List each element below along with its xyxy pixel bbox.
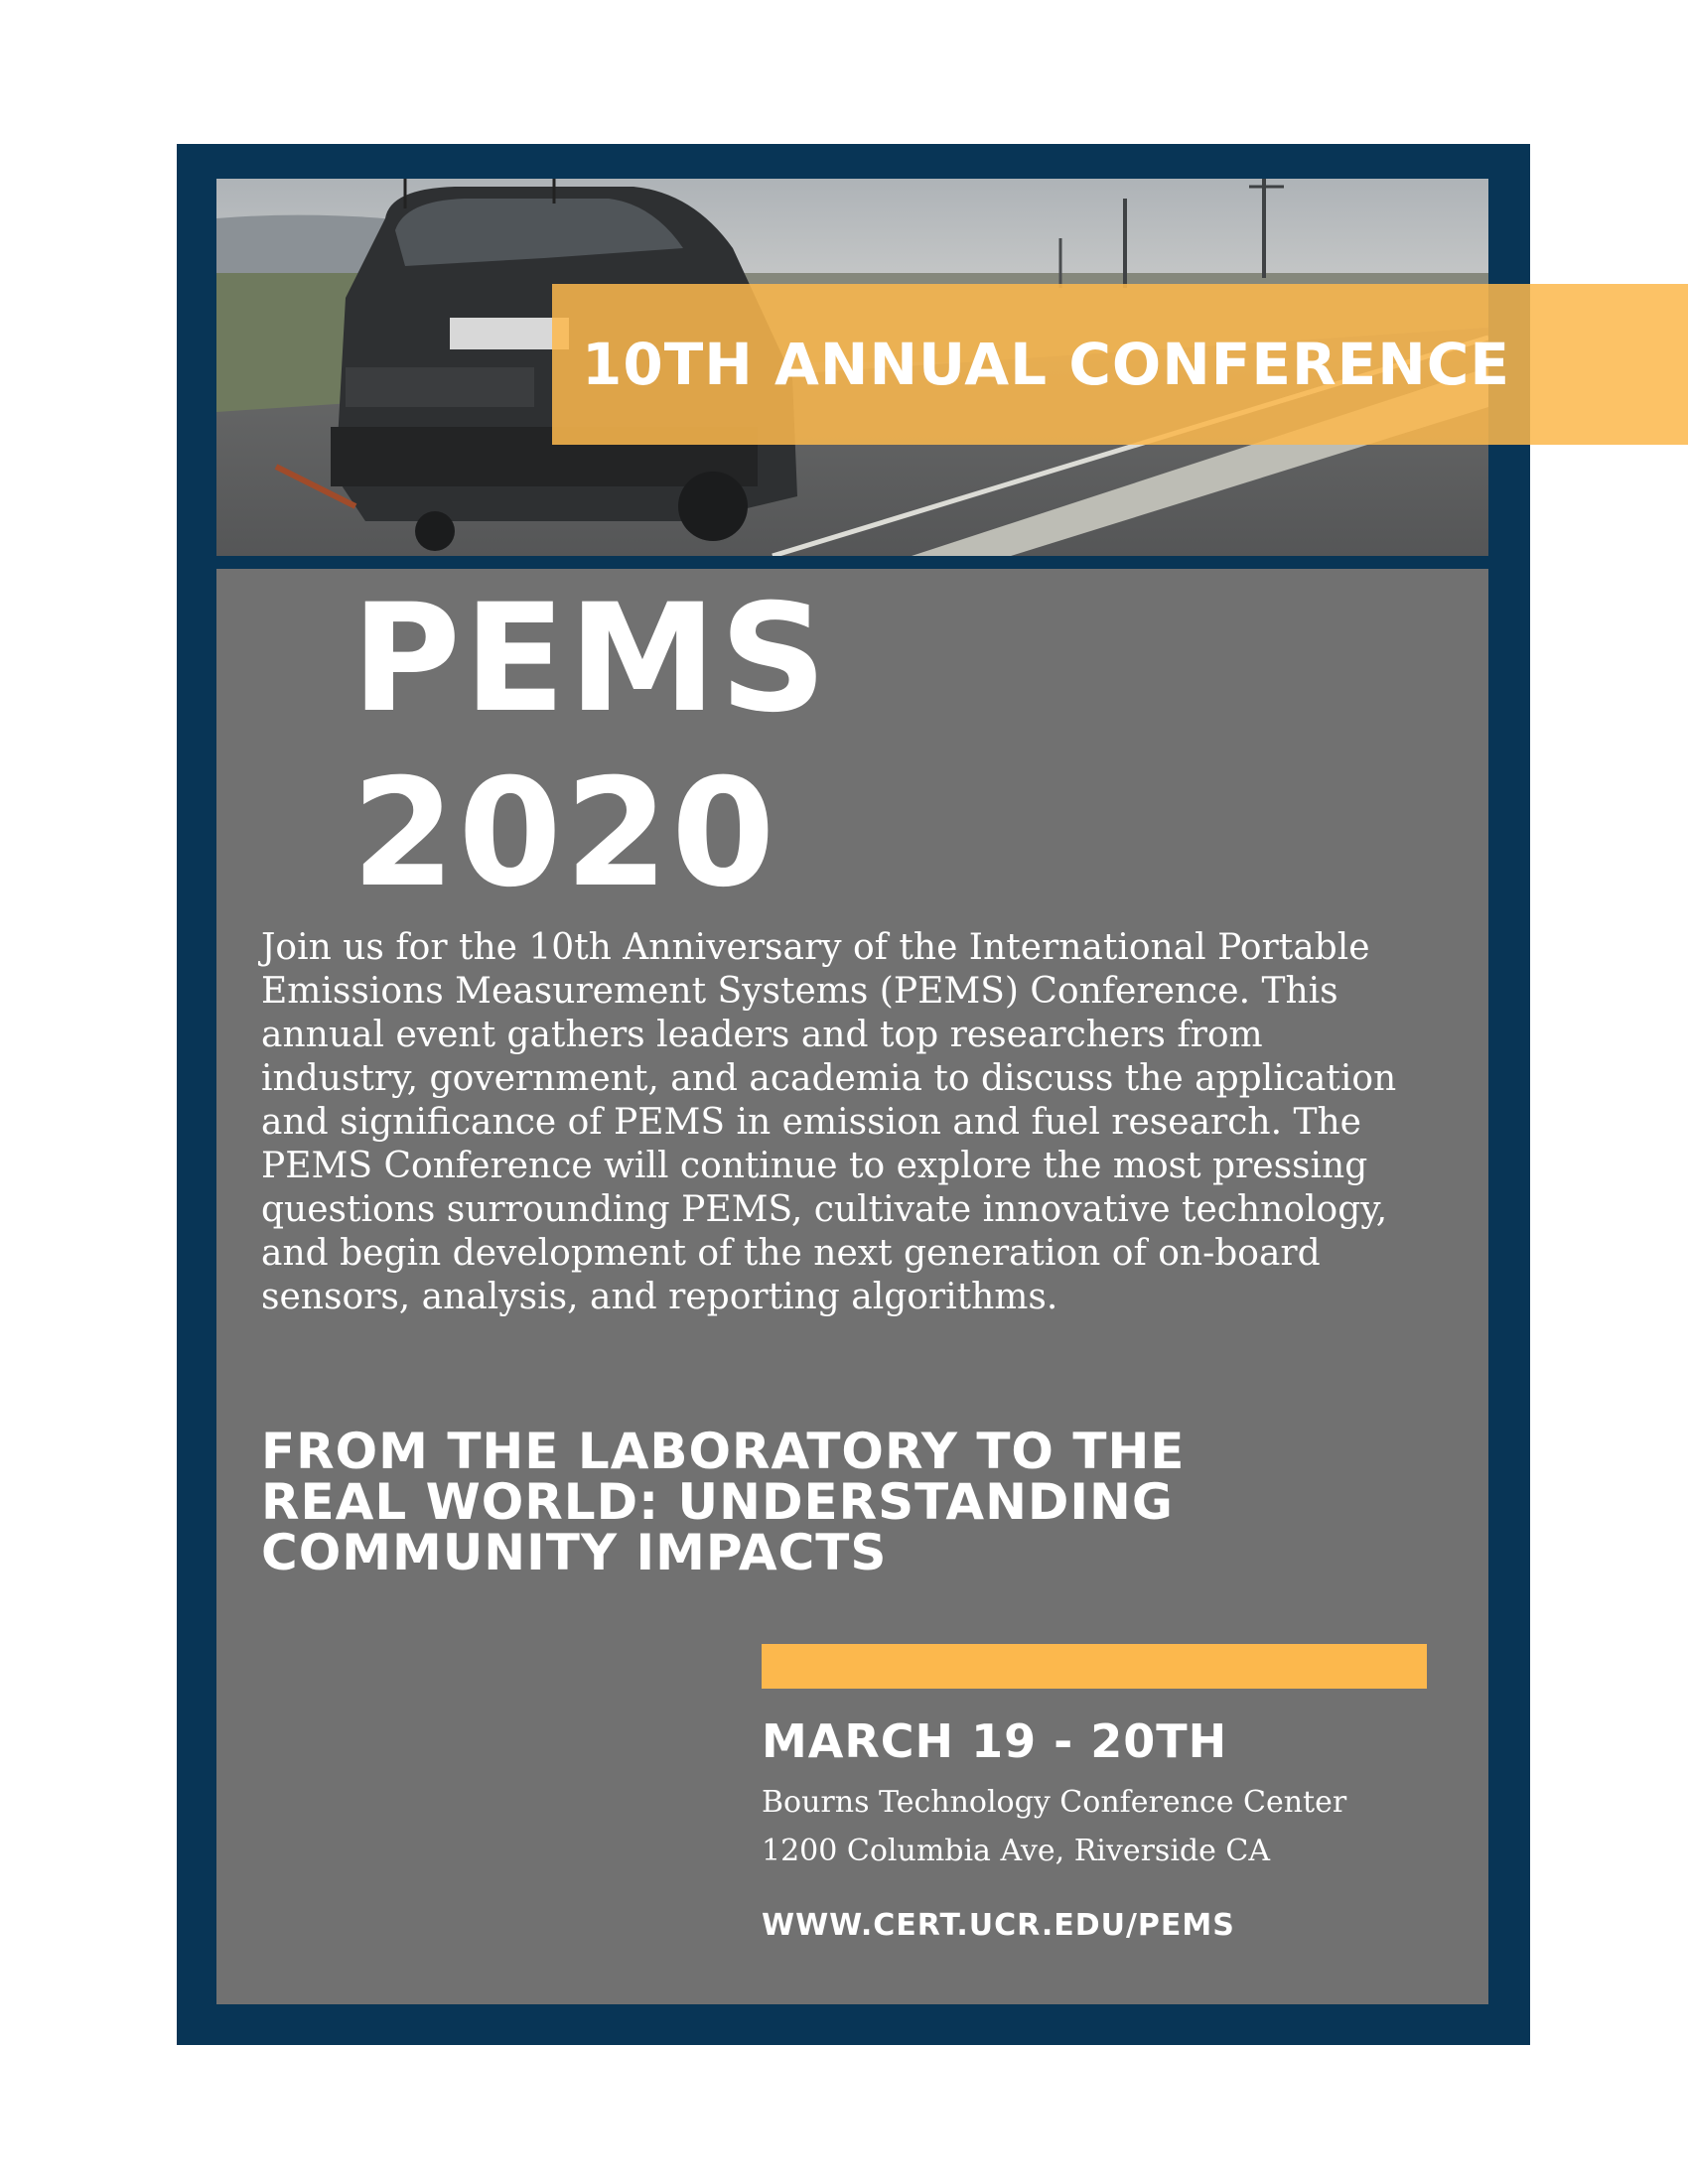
conference-theme — [261, 1423, 1413, 1581]
title-line-pems: PEMS — [352, 573, 830, 746]
theme-line: COMMUNITY IMPACTS — [261, 1524, 888, 1581]
venue-name: Bourns Technology Conference Center — [762, 1785, 1347, 1820]
accent-bar — [762, 1644, 1427, 1689]
website-link[interactable]: WWW.CERT.UCR.EDU/PEMS — [762, 1908, 1235, 1943]
event-title — [352, 572, 830, 921]
banner-label: 10TH ANNUAL CONFERENCE — [582, 331, 1510, 398]
venue-address: 1200 Columbia Ave, Riverside CA — [762, 1834, 1271, 1868]
theme-line: REAL WORLD: UNDERSTANDING — [261, 1473, 1174, 1531]
event-description: Join us for the 10th Anniversary of the International Portable Emissions Measurement Systems (PEMS) Conference. This annual event gathers leaders and top researchers from industry, government, and academia to discuss the application and significance of PEMS in emission and fuel research. The PEMS Conference will continue to explore the most pressing questions surrounding PEMS, cultivate innovative technology, and begin development of the next generation of on-board sensors, analysis, and reporting algorithms. — [261, 927, 1397, 1317]
title-line-year: 2020 — [352, 748, 778, 920]
conference-edition-banner — [552, 284, 1688, 445]
event-dates: MARCH 19 - 20TH — [762, 1714, 1228, 1768]
theme-line: FROM THE LABORATORY TO THE — [261, 1423, 1186, 1480]
